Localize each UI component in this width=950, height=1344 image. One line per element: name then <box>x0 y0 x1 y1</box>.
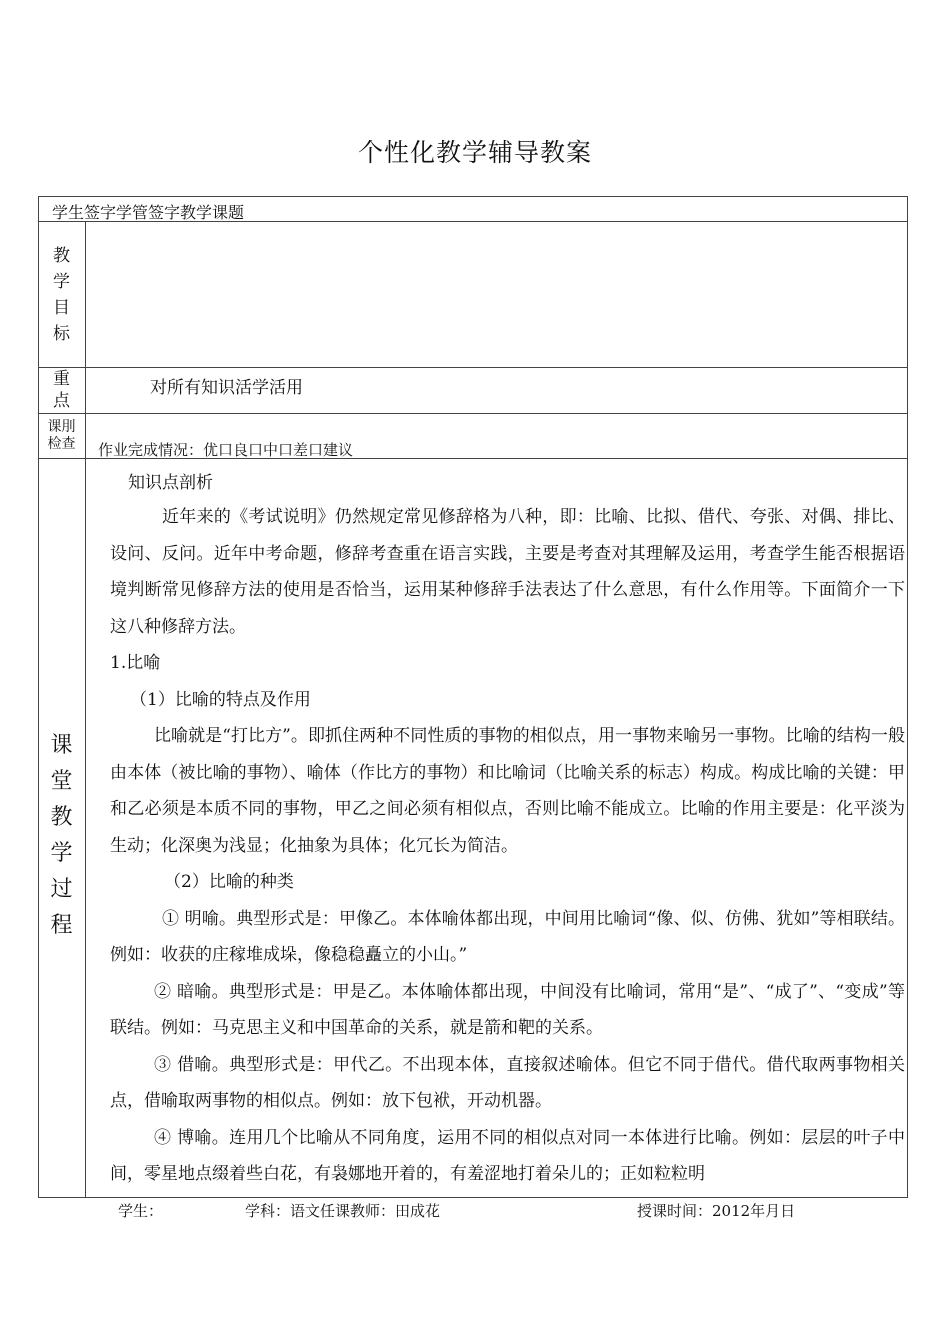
focus-text: 对所有知识活学活用 <box>150 378 303 398</box>
page-title: 个性化教学辅导教案 <box>357 138 592 167</box>
objective-label-char: 教 <box>53 246 70 266</box>
section-title: 知识点剖析 <box>128 473 213 493</box>
process-label-char: 堂 <box>50 769 73 794</box>
focus-label-char: 重 <box>53 369 70 389</box>
objective-label-char: 标 <box>53 324 70 344</box>
features-paragraph: 比喻就是“打比方”。即抓住两种不同性质的事物的相似点，用一事物来喻另一事物。比喻的结构一般由本体（被比喻的事物）、喻体（作比方的事物）和比喻词（比喻关系的标志）构成。构成比喻的关键：甲和乙必须是本质不同的事物，甲乙之间必须有相似点，否则比喻不能成立。比喻的作用主要是：化平淡为生动；化深奥为浅显；化抽象为具体；化冗长为简洁。 <box>110 726 905 856</box>
table-border-top <box>38 196 908 197</box>
process-label <box>38 728 85 944</box>
process-label-char: 过 <box>50 877 73 902</box>
row-divider <box>38 413 908 414</box>
type-simile: ① 明喻。典型形式是：甲像乙。本体喻体都出现，中间用比喻词“像、似、仿佛、犹如”等相联结。例如：收获的庄稼堆成垛，像稳稳矗立的小山。” <box>110 908 905 965</box>
type-implicit: ③ 借喻。典型形式是：甲代乙。不出现本体，直接叙述喻体。但它不同于借代。借代取两事物相关点，借喻取两事物的相似点。例如：放下包袱，开动机器。 <box>110 1054 905 1111</box>
table-border-bottom <box>38 1197 908 1198</box>
objective-label <box>38 243 85 347</box>
label-column-divider <box>85 221 86 1198</box>
intro-paragraph: 近年来的《考试说明》仍然规定常见修辞格为八种，即：比喻、比拟、借代、夸张、对偶、排比、设问、反问。近年中考命题，修辞考查重在语言实践，主要是考查对其理解及运用，考查学生能否根据语境判断常见修辞方法的使用是否恰当，运用某种修辞手法表达了什么意思，有什么作用等。下面简介一下这八种修辞方法。 <box>110 507 905 637</box>
process-label-char: 程 <box>50 913 73 938</box>
focus-label <box>38 368 85 412</box>
table-border-right <box>907 196 908 1198</box>
objective-label-char: 学 <box>53 272 70 292</box>
check-label-line: 课刖 <box>47 419 76 435</box>
footer-time: 授课时间：2012年月日 <box>637 1202 796 1220</box>
process-label-char: 课 <box>50 733 73 758</box>
subheading-types: （2）比喻的种类 <box>164 872 294 892</box>
heading-metaphor: 1.比喻 <box>110 653 161 673</box>
objective-label-char: 目 <box>53 298 70 318</box>
subheading-features: （1）比喻的特点及作用 <box>130 689 311 710</box>
check-label <box>38 419 85 453</box>
process-label-char: 学 <box>50 841 73 866</box>
footer-student: 学生： <box>118 1202 164 1220</box>
lesson-content <box>110 499 905 1193</box>
type-extended: ④ 博喻。连用几个比喻从不同角度，运用不同的相似点对同一本体进行比喻。例如：层层的叶子中间，零星地点缀着些白花，有袅娜地开着的，有羞涩地打着朵儿的；正如粒粒明 <box>110 1127 905 1184</box>
check-text: 作业完成情况：优口良口中口差口建议 <box>98 441 354 459</box>
footer-subject-teacher: 学科：语文任课教师：田成花 <box>245 1202 441 1220</box>
process-label-char: 教 <box>50 805 73 830</box>
focus-label-char: 点 <box>53 391 70 411</box>
header-row-text: 学生签字学管签字教学课题 <box>52 203 245 222</box>
check-label-line: 检查 <box>47 436 76 452</box>
type-metaphor: ② 暗喻。典型形式是：甲是乙。本体喻体都出现，中间没有比喻词，常用“是”、“成了”、“变成”等联结。例如：马克思主义和中国革命的关系，就是箭和靶的关系。 <box>110 981 905 1038</box>
row-divider <box>38 367 908 368</box>
